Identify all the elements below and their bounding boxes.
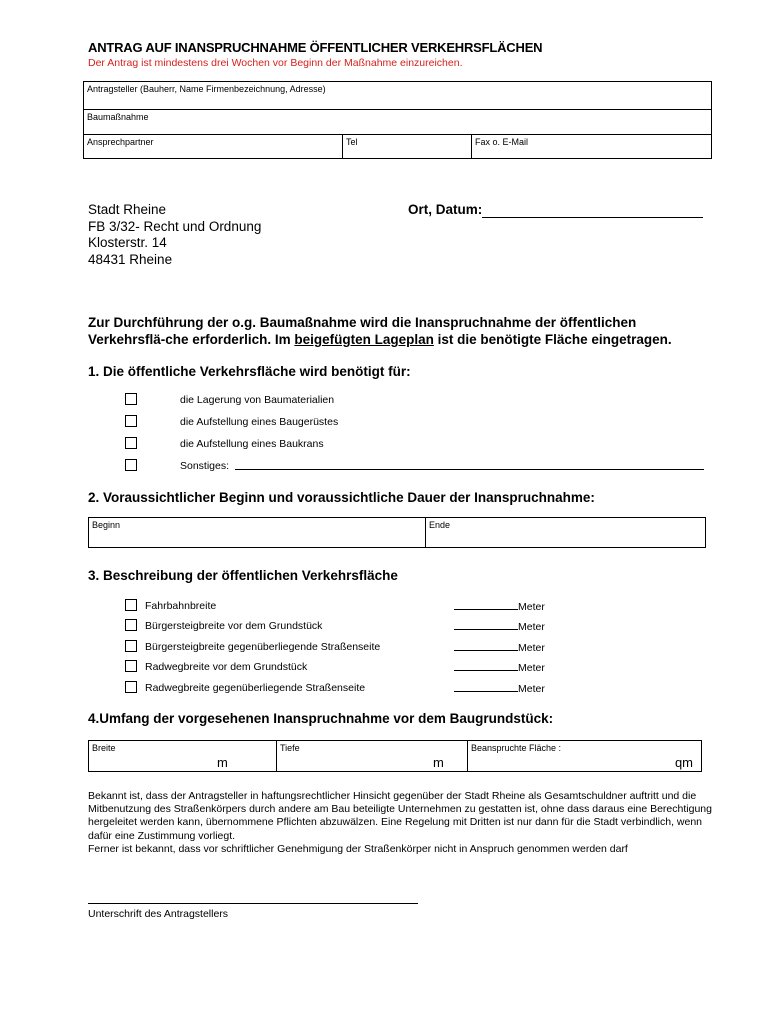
recipient-address — [88, 202, 261, 268]
meter-field[interactable] — [454, 641, 545, 654]
form-subtitle: Der Antrag ist mindestens drei Wochen vor Beginn der Maßnahme einzureichen. — [88, 57, 463, 69]
meter-field[interactable] — [454, 661, 545, 674]
recipient-line: 48431 Rheine — [88, 251, 173, 267]
meter-field[interactable] — [454, 600, 545, 613]
checkbox-bikepath-opposite[interactable] — [125, 681, 137, 693]
measure-label: Baumaßnahme — [87, 112, 149, 122]
depth-field[interactable] — [277, 741, 468, 772]
intro-underlined: beigefügten Lageplan — [294, 332, 434, 347]
fax-label: Fax o. E-Mail — [475, 137, 529, 147]
end-label: Ende — [429, 520, 451, 530]
disclaimer-paragraph: Bekannt ist, dass der Antragsteller in haftungsrechtlicher Hinsicht gegenüber der Stadt Rheine als Gesamtschuldner auftritt und die Mitbenutzung des Straßenkörpers durch andere am Bau beteiligte Unternehmen zu gestatten ist, ohne dass daraus eine Berechtigung hergeleitet werden kann, übernommene Pflichten abzuwälzen. Eine Regelung mit Dritten ist nur dann für die Stadt verbindlich, wenn dafür eine Zustimmung vorliegt. — [88, 790, 712, 842]
checkbox-storage[interactable] — [125, 393, 137, 405]
option-label: die Aufstellung eines Baugerüstes — [180, 416, 339, 428]
meter-field[interactable] — [454, 682, 545, 695]
signature-field[interactable] — [88, 903, 418, 904]
option-label: die Lagerung von Baumaterialien — [180, 394, 335, 406]
fax-field[interactable] — [472, 135, 712, 159]
meter-unit: Meter — [518, 683, 545, 695]
applicant-box — [83, 81, 712, 159]
duration-box — [88, 517, 706, 548]
recipient-line: FB 3/32- Recht und Ordnung — [88, 218, 262, 234]
tel-field[interactable] — [343, 135, 472, 159]
section4-heading: 4.Umfang der vorgesehenen Inanspruchnahme vor dem Baugrundstück: — [88, 711, 554, 726]
depth-unit: m — [433, 755, 444, 770]
section1-heading: 1. Die öffentliche Verkehrsfläche wird benötigt für: — [88, 364, 411, 379]
disclaimer-paragraph: Ferner ist bekannt, dass vor schriftlicher Genehmigung der Straßenkörper nicht in Anspruch genommen werden darf — [88, 842, 628, 855]
area-label: Beanspruchte Fläche : — [471, 743, 562, 753]
meter-unit: Meter — [518, 601, 545, 613]
depth-label: Tiefe — [280, 743, 300, 753]
section2-heading: 2. Voraussichtlicher Beginn und voraussichtliche Dauer der Inanspruchnahme: — [88, 490, 595, 505]
meter-field[interactable] — [454, 620, 545, 633]
contact-label: Ansprechpartner — [87, 137, 154, 147]
option-label: Radwegbreite gegenüberliegende Straßenseite — [145, 682, 366, 694]
ort-datum-label: Ort, Datum: — [408, 202, 483, 217]
contact-field[interactable] — [84, 135, 343, 159]
option-label: Bürgersteigbreite vor dem Grundstück — [145, 620, 323, 632]
end-field[interactable] — [426, 518, 706, 548]
intro-text — [88, 314, 708, 348]
meter-unit: Meter — [518, 642, 545, 654]
checkbox-sidewalk-opposite[interactable] — [125, 640, 137, 652]
meter-unit: Meter — [518, 662, 545, 674]
intro-part1: Zur Durchführung der o.g. Baumaßnahme wird die Inanspruchnahme der öffentlichen Verkehrsflä-che erforderlich. Im — [88, 315, 637, 347]
other-field[interactable] — [235, 469, 704, 470]
meter-unit: Meter — [518, 621, 545, 633]
width-unit: m — [217, 755, 228, 770]
tel-label: Tel — [346, 137, 358, 147]
disclaimer-text — [88, 790, 713, 856]
option-label: Radwegbreite vor dem Grundstück — [145, 661, 308, 673]
begin-field[interactable] — [89, 518, 426, 548]
option-label: Sonstiges: — [180, 460, 230, 472]
applicant-field[interactable] — [84, 82, 712, 110]
area-unit: qm — [674, 755, 693, 770]
checkbox-scaffold[interactable] — [125, 415, 137, 427]
checkbox-roadway[interactable] — [125, 599, 137, 611]
area-field[interactable] — [468, 741, 702, 772]
recipient-line: Klosterstr. 14 — [88, 235, 167, 250]
checkbox-crane[interactable] — [125, 437, 137, 449]
ort-datum-field[interactable] — [482, 217, 703, 218]
applicant-label: Antragsteller (Bauherr, Name Firmenbezeichnung, Adresse) — [87, 84, 326, 94]
dimensions-box — [88, 740, 702, 772]
measure-field[interactable] — [84, 110, 712, 135]
checkbox-bikepath-front[interactable] — [125, 660, 137, 672]
form-title: ANTRAG AUF INANSPRUCHNAHME ÖFFENTLICHER VERKEHRSFLÄCHEN — [88, 40, 543, 55]
checkbox-sidewalk-front[interactable] — [125, 619, 137, 631]
checkbox-other[interactable] — [125, 459, 137, 471]
signature-label: Unterschrift des Antragstellers — [88, 908, 229, 920]
option-label: Bürgersteigbreite gegenüberliegende Straßenseite — [145, 641, 381, 653]
option-label: die Aufstellung eines Baukrans — [180, 438, 324, 450]
recipient-line: Stadt Rheine — [88, 202, 167, 217]
option-label: Fahrbahnbreite — [145, 600, 217, 612]
section3-heading: 3. Beschreibung der öffentlichen Verkehrsfläche — [88, 568, 398, 583]
width-label: Breite — [92, 743, 116, 753]
width-field[interactable] — [89, 741, 277, 772]
intro-part2: ist die benötigte Fläche eingetragen. — [433, 332, 672, 347]
begin-label: Beginn — [92, 520, 121, 530]
